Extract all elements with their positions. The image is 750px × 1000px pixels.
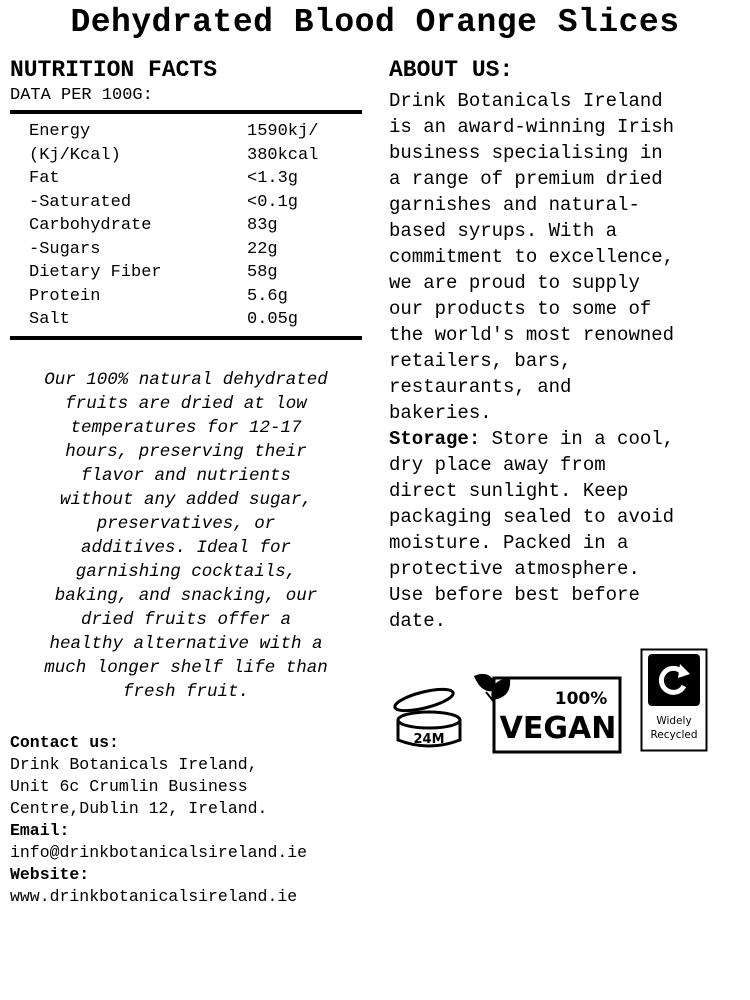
storage-line: date. (389, 610, 447, 632)
description-line: additives. Ideal for (80, 537, 292, 558)
description-line: fresh fruit. (122, 681, 250, 702)
contact-heading: Contact us: (10, 732, 119, 752)
nutrient-name: Fat (29, 169, 60, 188)
nutrient-name: -Sugars (29, 239, 101, 259)
nutrition-row (10, 120, 362, 144)
nutrient-value: 380kcal (247, 145, 319, 165)
about-line: we are proud to supply (389, 272, 640, 294)
description-line: dried fruits offer a (80, 609, 292, 630)
about-text (389, 88, 741, 426)
about-line: a range of premium dried (389, 168, 663, 190)
nutrient-value: 58g (247, 263, 278, 282)
certification-icons (390, 648, 720, 758)
vegan-badge-icon (472, 670, 622, 756)
nutrient-name: (Kj/Kcal) (29, 145, 121, 165)
nutrition-top-rule (10, 110, 362, 114)
storage-line: packaging sealed to avoid (389, 506, 675, 528)
nutrition-table (10, 120, 362, 332)
widely-recycled-icon (640, 648, 708, 752)
nutrient-value: 83g (247, 216, 278, 235)
description-line: without any added sugar, (59, 489, 313, 510)
description-line: much longer shelf life than (44, 657, 328, 678)
nutrient-name: -Saturated (29, 192, 132, 212)
nutrition-heading: NUTRITION FACTS (10, 57, 218, 83)
nutrition-row (10, 214, 362, 238)
storage-line: Use before best before (389, 584, 640, 606)
address-line: Centre,Dublin 12, Ireland. (10, 798, 268, 818)
about-line: bakeries. (389, 402, 492, 424)
right-column (389, 56, 741, 634)
nutrient-value: 1590kj/ (247, 122, 319, 141)
product-description (10, 368, 362, 704)
description-line: flavor and nutrients (80, 465, 292, 486)
nutrient-name: Energy (29, 122, 91, 141)
address-line: Drink Botanicals Ireland, (10, 754, 258, 774)
nutrition-row (10, 285, 362, 309)
vegan-label: VEGAN (499, 711, 617, 746)
product-title: Dehydrated Blood Orange Slices (70, 4, 680, 41)
nutrition-row (10, 191, 362, 215)
nutrient-value: 22g (247, 239, 278, 259)
nutrition-row (10, 261, 362, 285)
pao-jar-icon (390, 686, 468, 752)
email-address: info@drinkbotanicalsireland.ie (10, 842, 308, 862)
nutrition-subheading: DATA PER 100G: (10, 86, 153, 105)
about-line: business specialising in (389, 142, 663, 164)
about-line: our products to some of (389, 298, 652, 320)
nutrient-name: Salt (29, 310, 70, 329)
description-line: healthy alternative with a (49, 633, 323, 654)
about-line: commitment to excellence, (389, 246, 675, 268)
email-label: Email: (10, 820, 70, 840)
nutrient-name: Protein (29, 286, 101, 306)
nutrient-name: Dietary Fiber (29, 263, 162, 282)
nutrition-row (10, 238, 362, 262)
nutrient-value: <0.1g (247, 192, 299, 212)
address-line: Unit 6c Crumlin Business (10, 776, 248, 796)
description-line: preservatives, or (96, 513, 276, 534)
about-line: Drink Botanicals Ireland (389, 90, 663, 112)
left-column (10, 56, 362, 908)
nutrient-value: 0.05g (247, 310, 299, 329)
storage-line: dry place away from (389, 454, 606, 476)
storage-line: protective atmosphere. (389, 558, 640, 580)
about-line: the world's most renowned (389, 324, 675, 346)
recycled-line-2: Recycled (650, 729, 698, 741)
description-line: temperatures for 12-17 (70, 417, 302, 438)
storage-text (389, 426, 741, 634)
website-label: Website: (10, 864, 90, 884)
website-address: www.drinkbotanicalsireland.ie (10, 886, 298, 906)
nutrition-bottom-rule (10, 336, 362, 340)
pao-label: 24M (413, 732, 445, 747)
about-line: is an award-winning Irish (389, 116, 675, 138)
about-heading: ABOUT US: (389, 57, 514, 83)
description-line: garnishing cocktails, (75, 561, 297, 582)
storage-line: direct sunlight. Keep (389, 480, 629, 502)
nutrition-row (10, 144, 362, 168)
storage-label: Storage: (389, 428, 481, 450)
nutrient-name: Carbohydrate (29, 216, 152, 235)
about-line: garnishes and natural- (389, 194, 640, 216)
storage-line: moisture. Packed in a (389, 532, 629, 554)
nutrient-value: <1.3g (247, 169, 299, 188)
recycled-line-1: Widely (656, 715, 692, 727)
contact-section (10, 732, 362, 908)
about-line: based syrups. With a (389, 220, 618, 242)
nutrient-value: 5.6g (247, 286, 288, 306)
nutrition-row (10, 308, 362, 332)
description-line: Our 100% natural dehydrated (44, 369, 328, 390)
storage-line: Store in a cool, (480, 428, 675, 450)
about-line: retailers, bars, (389, 350, 572, 372)
about-line: restaurants, and (389, 376, 572, 398)
description-line: hours, preserving their (65, 441, 307, 462)
description-line: fruits are dried at low (65, 393, 307, 414)
description-line: baking, and snacking, our (54, 585, 318, 606)
vegan-percent: 100% (554, 689, 608, 709)
nutrition-row (10, 167, 362, 191)
